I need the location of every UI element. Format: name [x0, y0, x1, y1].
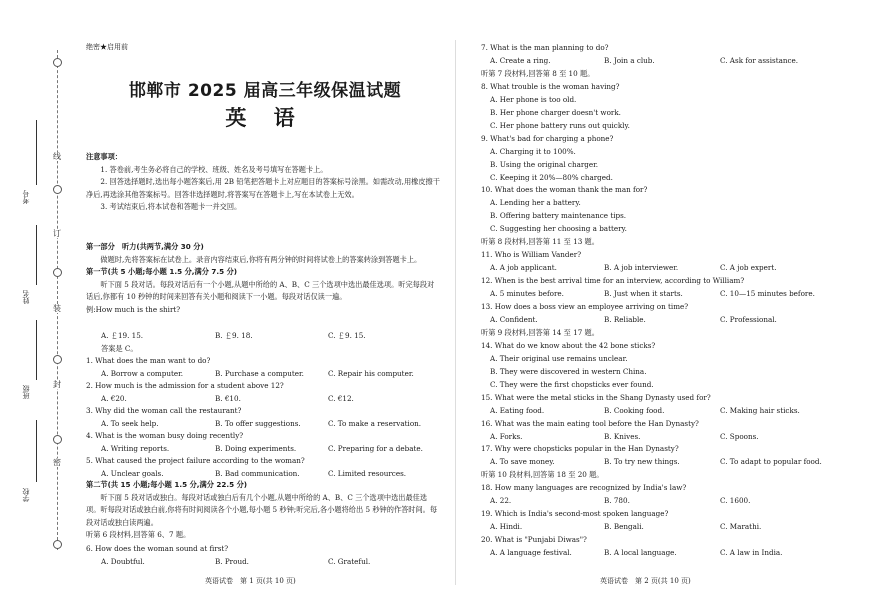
option: C. Marathi. — [720, 522, 762, 532]
example-answer: 答案是 C。 — [101, 344, 138, 353]
option: B. A local language. — [604, 548, 677, 558]
section2-intro: 听下面 5 段对话或独白。每段对话或独白后有几个小题,从题中所给的 A、B、C 三个选项中选出最佳选项。听每段对话或独白前,你将有时间阅读各个小题,每小题 5 秒钟;听完后,各小题将给出 5 秒钟的作答时间。每段对话或独白读两遍。 — [86, 492, 438, 527]
section1-heading: 第一节(共 5 小题;每小题 1.5 分,满分 7.5 分) — [86, 267, 238, 276]
option: A. Forks. — [490, 431, 523, 441]
question: 9. What's bad for charging a phone? — [481, 133, 614, 143]
option: C. Ask for assistance. — [720, 55, 799, 65]
option: A. 5 minutes before. — [490, 289, 564, 299]
note-item: 1. 答卷前,考生务必将自己的学校、班级、姓名及考号填写在答题卡上。 — [100, 164, 328, 174]
cut-mark: 线 — [50, 152, 64, 161]
option: A. Create a ring. — [490, 55, 551, 65]
question: 14. What do we know about the 42 bone sticks? — [481, 340, 656, 350]
question: 16. What was the main eating tool before the Han Dynasty? — [481, 418, 699, 428]
option: C. Repair his computer. — [328, 368, 414, 378]
option: C. They were the first chopsticks ever found. — [490, 379, 654, 389]
option: A. Writing reports. — [101, 443, 170, 453]
field-label-class: 班级 — [22, 385, 30, 399]
option: A. Their original use remains unclear. — [490, 353, 628, 363]
option: B. Reliable. — [604, 314, 646, 324]
option: C. Her phone battery runs out quickly. — [490, 120, 630, 130]
example-option: B. ￡9. 18. — [215, 331, 253, 340]
field-label-name: 姓名 — [22, 290, 30, 304]
notes-heading: 注意事项： — [86, 152, 122, 161]
option: B. Purchase a computer. — [215, 368, 304, 378]
option: C. To adapt to popular food. — [720, 457, 822, 467]
material-note: 听第 7 段材料,回答第 8 至 10 题。 — [481, 68, 595, 78]
question: 12. When is the best arrival time for an interview, according to William? — [481, 276, 745, 286]
part1-block — [86, 241, 441, 316]
option: C. €12. — [328, 393, 354, 403]
option: B. Join a club. — [604, 55, 655, 65]
option: C. Suggesting her choosing a battery. — [490, 224, 627, 234]
binding-hole — [53, 268, 62, 277]
option: A. Charging it to 100%. — [490, 146, 576, 156]
option: C. A job expert. — [720, 263, 777, 273]
option: A. Borrow a computer. — [101, 368, 184, 378]
option: A. A job applicant. — [490, 263, 557, 273]
binding-hole — [53, 540, 62, 549]
binding-margin — [0, 0, 78, 615]
example-option: A. ￡19. 15. — [101, 331, 144, 340]
field-line — [36, 225, 37, 285]
binding-hole — [53, 185, 62, 194]
option: C. To make a reservation. — [328, 418, 422, 428]
page-footer-left: 英语试卷 第 1 页(共 10 页) — [205, 577, 296, 585]
field-line — [36, 120, 37, 185]
material-note: 听第 6 段材料,回答第 6、7 题。 — [86, 530, 191, 539]
option: C. Limited resources. — [328, 468, 407, 478]
option: C. Making hair sticks. — [720, 405, 800, 415]
question: 5. What caused the project failure according to the woman? — [86, 456, 305, 465]
field-label-exam-number: 考号 — [22, 190, 30, 204]
option: B. Cooking food. — [604, 405, 665, 415]
question: 10. What does the woman thank the man for? — [481, 185, 648, 195]
option: B. To offer suggestions. — [215, 418, 301, 428]
option: C. 1600. — [720, 496, 751, 506]
option: B. A job interviewer. — [604, 263, 679, 273]
option: A. To save money. — [490, 457, 555, 467]
question: 11. Who is William Vander? — [481, 250, 582, 260]
option: B. Knives. — [604, 431, 641, 441]
option: A. A language festival. — [490, 548, 572, 558]
question: 18. How many languages are recognized by India's law? — [481, 483, 687, 493]
secret-mark: 绝密★启用前 — [86, 43, 128, 51]
option: C. Keeping it 20%—80% charged. — [490, 172, 613, 182]
option: A. To seek help. — [101, 418, 159, 428]
page-footer-right: 英语试卷 第 2 页(共 10 页) — [600, 577, 691, 585]
question: 2. How much is the admission for a student above 12? — [86, 381, 284, 390]
question: 15. What were the metal sticks in the Shang Dynasty used for? — [481, 392, 711, 402]
option: B. Bengali. — [604, 522, 644, 532]
option: B. Doing experiments. — [215, 443, 297, 453]
binding-hole — [53, 355, 62, 364]
column-divider — [455, 40, 456, 585]
binding-hole — [53, 58, 62, 67]
option: A. Confident. — [490, 314, 538, 324]
cut-mark: 封 — [50, 380, 64, 389]
option: B. Her phone charger doesn't work. — [490, 107, 621, 117]
section2-heading: 第二节(共 15 小题;每小题 1.5 分,满分 22.5 分) — [86, 480, 248, 489]
question: 3. Why did the woman call the restaurant? — [86, 406, 242, 415]
option: C. A law in India. — [720, 548, 783, 558]
option: A. €20. — [101, 393, 127, 403]
material-note: 听第 10 段材料,回答第 18 至 20 题。 — [481, 470, 604, 480]
option: C. Spoons. — [720, 431, 759, 441]
cut-mark: 装 — [50, 304, 64, 313]
section2-block — [86, 479, 441, 542]
option: B. Just when it starts. — [604, 289, 683, 299]
material-note: 听第 9 段材料,回答第 14 至 17 题。 — [481, 327, 599, 337]
example-option: C. ￡9. 15. — [328, 331, 366, 340]
option: C. Preparing for a debate. — [328, 443, 423, 453]
option: B. They were discovered in western China. — [490, 366, 647, 376]
option: A. Lending her a battery. — [490, 198, 581, 208]
note-item: 3. 考试结束后,将本试卷和答题卡一并交回。 — [100, 202, 242, 211]
option: B. Offering battery maintenance tips. — [490, 211, 627, 221]
option: A. 22. — [490, 496, 512, 506]
field-line — [36, 320, 37, 380]
question: 8. What trouble is the woman having? — [481, 81, 620, 91]
field-label-school: 学校 — [22, 488, 30, 502]
option: A. Her phone is too old. — [490, 94, 577, 104]
option: B. Bad communication. — [215, 468, 300, 478]
section1-intro: 听下面 5 段对话。每段对话后有一个小题,从题中所给的 A、B、C 三个选项中选出最佳选项。听完每段对话后,你都有 10 秒钟的时间来回答有关小题和阅读下一小题。每段对话仅读一遍。 — [86, 279, 435, 301]
option: C. Grateful. — [328, 557, 371, 566]
question: 19. Which is India's second-most spoken language? — [481, 509, 669, 519]
option: B. To try new things. — [604, 457, 680, 467]
option: B. Using the original charger. — [490, 159, 599, 169]
cut-line — [57, 50, 58, 550]
option: A. Unclear goals. — [101, 468, 164, 478]
option: C. Professional. — [720, 314, 777, 324]
question: 7. What is the man planning to do? — [481, 43, 609, 52]
cut-mark: 订 — [50, 229, 64, 238]
option: A. Eating food. — [490, 405, 545, 415]
option: C. 10—15 minutes before. — [720, 289, 815, 299]
option: A. Doubtful. — [101, 557, 145, 566]
example-question: 例:How much is the shirt? — [86, 304, 181, 314]
question: 17. Why were chopsticks popular in the Han Dynasty? — [481, 444, 679, 454]
part1-heading: 第一部分 听力(共两节,满分 30 分) — [86, 242, 204, 251]
notes-block — [86, 151, 441, 214]
exam-title: 邯郸市 2025 届高三年级保温试题 — [128, 81, 402, 101]
question: 6. How does the woman sound at first? — [86, 544, 229, 553]
option: A. Hindi. — [490, 522, 523, 532]
question: 4. What is the woman busy doing recently? — [86, 431, 244, 440]
subject-title: 英 语 — [225, 106, 305, 130]
question: 13. How does a boss view an employee arriving on time? — [481, 302, 689, 311]
option: B. 780. — [604, 496, 630, 506]
option: B. Proud. — [215, 557, 249, 566]
field-line — [36, 420, 37, 482]
option: B. €10. — [215, 393, 241, 403]
part1-intro: 做题时,先将答案标在试卷上。录音内容结束后,你将有两分钟的时间将试卷上的答案转涂到答题卡上。 — [100, 254, 422, 264]
question: 20. What is "Punjabi Diwas"? — [481, 535, 587, 545]
cut-mark: 密 — [50, 458, 64, 467]
binding-hole — [53, 435, 62, 444]
question: 1. What does the man want to do? — [86, 356, 211, 365]
material-note: 听第 8 段材料,回答第 11 至 13 题。 — [481, 237, 599, 247]
note-item: 2. 回答选择题时,选出每小题答案后,用 2B 铅笔把答题卡上对应题目的答案标号涂黑。如需改动,用橡皮擦干净后,再选涂其他答案标号。回答非选择题时,将答案写在答题卡上,写在本试卷上无效。 — [86, 177, 440, 199]
